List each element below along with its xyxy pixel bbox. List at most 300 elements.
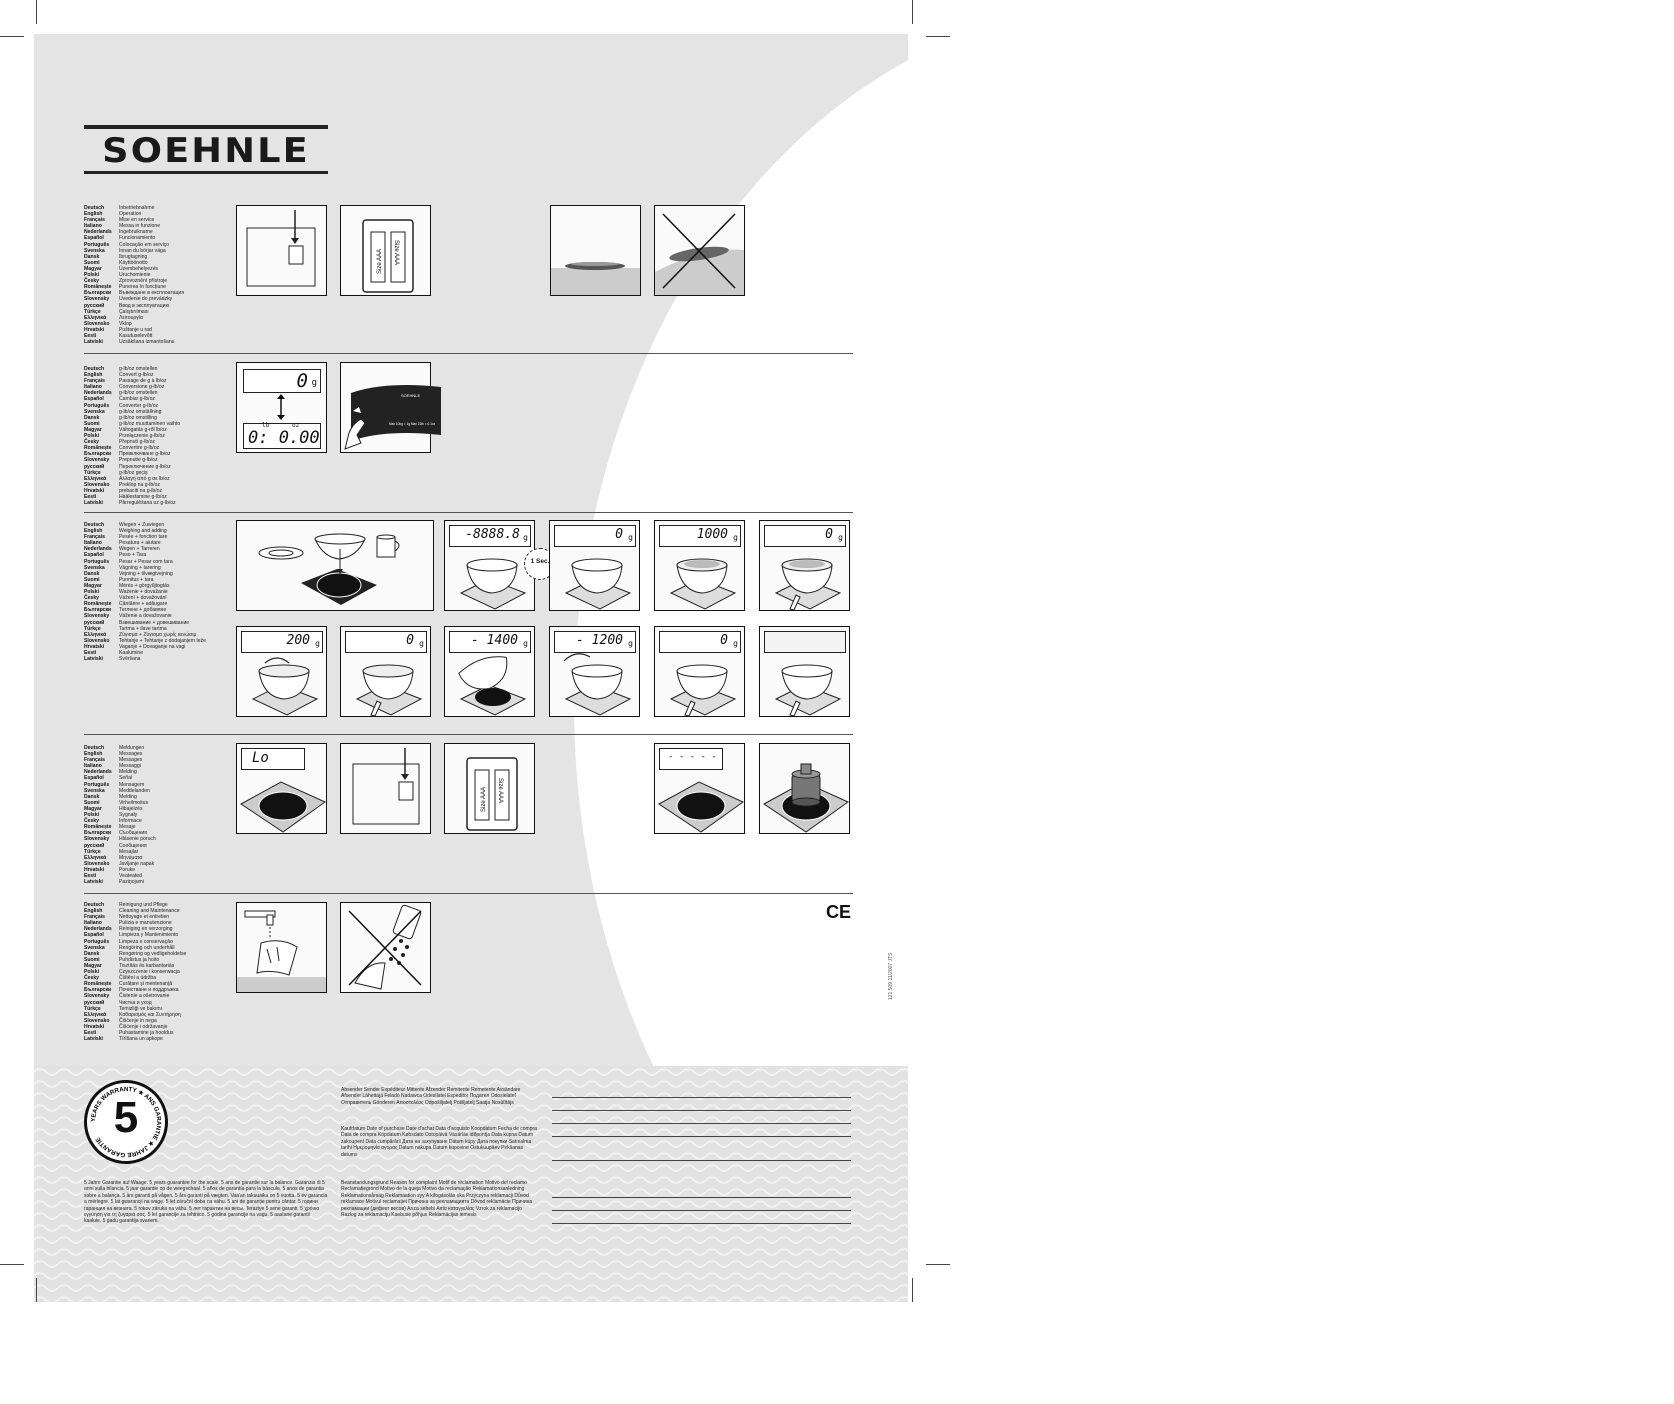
language-translation: Inbetriebnahme: [119, 205, 155, 211]
warranty-years: 5: [113, 1093, 139, 1142]
language-translation: Reiniging en verzorging: [119, 926, 173, 933]
lcd-unit: g: [523, 639, 528, 648]
language-name: Eesti: [84, 332, 97, 339]
panel-overload: [654, 743, 745, 834]
lcd-value: Lo: [252, 750, 269, 766]
language-name: Hrvatski: [84, 643, 105, 650]
language-translation: Ζύγισμα + Ζύγισμα χωρίς κενώσιμ: [119, 631, 197, 638]
language-name: Deutsch: [84, 522, 105, 528]
sender-label: Absender Sender Expéditeur Mittente Afzender Remitente Remetente Avsändare Afsender Lähettäjä Feladó Nadawca Odesílatel Expeditor Подател Odosielateľ Отправитель Gönderen Αποστολέας Odpošiljatelj Pošiljatelj Saatja Nosūtītājs: [341, 1087, 521, 1106]
language-name: Deutsch: [84, 366, 105, 372]
language-translation: Señal: [119, 775, 133, 782]
language-translation: Przełączenie g-lb/oz: [119, 433, 165, 440]
language-name: Românește: [84, 445, 112, 452]
purchase-date-label: Kaufdatum Date of purchase Date d'achat Data d'acquisto Koopdatum Fecha de compra Data de compra Köpdatum Købsdato Ostopäivä Vásárlás időpontja Data kupna Datum zakoupení Data cumpărării Дата на закупуване Dátum kúpy Дата покупки Satınalma tarihi Ημερομηνία αγοράς Datum nakupa Datum kupovine Ostukuupäev Pirkšanas datums: [341, 1126, 537, 1158]
filled-bowl-illustration: [655, 521, 744, 610]
language-name: русский: [84, 842, 105, 849]
language-name: Slovensko: [84, 860, 110, 867]
purchase-date-line[interactable]: [552, 1136, 851, 1137]
language-name: Česky: [84, 818, 100, 825]
panel-weighing-overview: [236, 520, 434, 611]
section-convert-langs: [84, 366, 180, 506]
language-translation: Punerea în funcțiune: [119, 284, 167, 291]
language-name: Français: [84, 217, 105, 224]
language-name: Nederlands: [84, 769, 112, 776]
language-name: Românește: [84, 284, 112, 291]
language-translation: Rengøring og vedligeholdelse: [119, 950, 187, 957]
panel-step-minus-1400: [444, 626, 535, 717]
language-translation: Pesatura + aiutare: [119, 540, 161, 547]
language-translation: Czyszczenie i konserwacja: [119, 969, 180, 976]
logo-text: SOEHNLE: [102, 131, 310, 171]
language-translation: Vejning + tilvægtvejning: [119, 570, 173, 577]
language-translation: Čišćenje i održavanje: [119, 1023, 168, 1030]
language-translation: Mensagem: [119, 781, 145, 788]
language-translation: Cântărire + adăugare: [119, 601, 168, 608]
language-translation: Meldungen: [119, 745, 145, 751]
language-name: English: [84, 908, 103, 915]
language-name: Eesti: [84, 493, 97, 500]
language-name: Eesti: [84, 1029, 97, 1036]
lcd-value: 0: [615, 527, 623, 542]
language-name: Polski: [84, 589, 100, 596]
svg-text:Size AAA: Size AAA: [481, 786, 487, 812]
language-translation: Uzsākšana izmantošanu: [119, 339, 175, 346]
crop-mark: [0, 1264, 24, 1265]
scale-front-illustration: [341, 363, 436, 452]
language-translation: Nettoyage et entretien: [119, 914, 170, 921]
language-translation: Messages: [119, 757, 143, 764]
language-name: English: [84, 372, 103, 379]
language-translation: Punnitus + tara: [119, 576, 154, 583]
language-name: русский: [84, 619, 105, 626]
scale-back-illustration: [237, 206, 326, 295]
language-name: Polski: [84, 969, 100, 976]
section-divider: [84, 353, 853, 354]
lcd-unit: g: [523, 533, 528, 542]
language-name: Italiano: [84, 384, 102, 391]
panel-step-off: [759, 626, 850, 717]
uneven-surface-illustration: [655, 206, 744, 295]
logo-bar-top: [84, 125, 328, 129]
language-name: Suomi: [84, 799, 100, 806]
panel-battery-replace: [444, 743, 535, 834]
language-translation: Mise en service: [119, 217, 155, 224]
language-name: Ελληνικά: [84, 854, 107, 861]
language-translation: Váltogatás g-ről lb/oz: [119, 426, 167, 433]
language-name: Slovensko: [84, 637, 110, 644]
lcd-unit: g: [733, 533, 738, 542]
language-translation: Vägning + tarering: [119, 564, 161, 571]
language-translation: Puhdistus ja hoito: [119, 956, 160, 963]
lb-label: lb: [262, 422, 270, 429]
language-translation: Innan du börjar väga: [119, 247, 166, 254]
language-translation: Temizliği ve bakımı: [119, 1005, 163, 1012]
language-name: Türkçe: [84, 848, 101, 855]
language-translation: Přepnutí g-lb/oz: [119, 439, 155, 446]
panel-uneven-surface: [654, 205, 745, 296]
language-name: Magyar: [84, 582, 102, 589]
language-name: Dansk: [84, 950, 100, 957]
language-name: Românește: [84, 981, 112, 988]
crop-mark: [0, 36, 24, 37]
language-translation: Čištění a údržba: [119, 975, 157, 982]
language-name: English: [84, 211, 103, 218]
language-name: Česky: [84, 278, 100, 285]
weight-on-scale-illustration: [760, 744, 849, 833]
language-translation: Wegen + Tarreren: [119, 546, 160, 553]
language-name: Italiano: [84, 540, 102, 547]
language-name: Dansk: [84, 414, 100, 421]
language-translation: Curățare și mentenanță: [119, 981, 173, 988]
complaint-label: Beanstandungsgrund Reason for complaint Motif de réclamation Motivo del reclamo Reclamatiegrond Motivo de la queja Motivo da reclamação Reklamationsanledning Reklamationsårsag Reklamaation syy A kifogásolás oka Przyczyna reklamacji Důvod reklamace Motivul reclamației Причина за рекламацията Dôvod reklamácie Причина рекламации (дефект весов) Arıza sebebi Αιτία καταγγελίας Vzrok za reklamacijo Razlog za reklamaciju Kaebuse põhjus Reklamācijas iemesls: [341, 1180, 533, 1219]
sender-line[interactable]: [552, 1123, 851, 1124]
lboz-value: 0: 0.00: [248, 428, 320, 448]
language-translation: Почистване и поддръжка: [119, 987, 179, 994]
language-translation: g-lb/oz omstellen: [119, 366, 158, 372]
language-translation: Καθαρισμός και Συντήρηση: [119, 1011, 181, 1018]
language-translation: Limpeza e conservação: [119, 938, 173, 945]
language-translation: Ingebruikname: [119, 229, 153, 236]
language-translation: Tīrīšana un apkope: [119, 1036, 163, 1043]
lcd-unit: g: [628, 533, 633, 542]
language-translation: Uruchomienie: [119, 272, 151, 279]
language-name: Suomi: [84, 956, 100, 963]
language-name: Ελληνικά: [84, 631, 107, 638]
panel-unit-convert: [236, 362, 327, 453]
language-name: Български: [84, 830, 112, 837]
lcd-value: 200: [286, 633, 310, 648]
language-translation: Сообщения: [119, 842, 147, 849]
panel-step-all-segments: [444, 520, 535, 611]
language-translation: Messaggi: [119, 763, 141, 770]
language-translation: Μηνύματα: [119, 854, 143, 861]
language-translation: Cambiar g-lb/oz: [119, 396, 155, 403]
language-translation: Переключение g-lb/oz: [119, 463, 171, 470]
language-row: [84, 1036, 186, 1042]
lcd-unit: g: [733, 639, 738, 648]
language-name: Hrvatski: [84, 1023, 105, 1030]
language-translation: Vaganje + Dovaganje na vagi: [119, 643, 186, 650]
lcd-value: - 1200: [576, 633, 623, 648]
language-name: Português: [84, 558, 110, 565]
language-name: English: [84, 751, 103, 758]
language-name: Magyar: [84, 962, 102, 969]
purchase-date-line[interactable]: [552, 1160, 851, 1161]
language-name: Türkçe: [84, 1005, 101, 1012]
language-translation: Αλλαγή από g σε lb/oz: [119, 475, 170, 482]
bowl-tare-illustration: [655, 627, 744, 716]
battery-compartment-illustration: [341, 206, 430, 295]
language-translation: Чистка и уход: [119, 999, 152, 1006]
logo-bar-bottom: [84, 171, 328, 174]
language-name: Latviski: [84, 1036, 103, 1043]
language-translation: Melding: [119, 769, 137, 776]
lcd-unit: g: [628, 639, 633, 648]
language-name: Magyar: [84, 805, 102, 812]
section-divider: [84, 893, 853, 894]
language-name: Slovensky: [84, 613, 110, 620]
language-translation: Sygnały: [119, 812, 138, 819]
language-name: Dansk: [84, 253, 100, 260]
flat-surface-illustration: [551, 206, 640, 295]
language-translation: Javljanje napak: [119, 860, 155, 867]
language-translation: Converter g-lb/oz: [119, 402, 159, 409]
language-translation: Peso + Tara: [119, 552, 147, 559]
language-name: Nederlands: [84, 390, 112, 397]
language-name: Deutsch: [84, 745, 105, 751]
scale-back-illustration: [341, 744, 430, 833]
language-name: English: [84, 528, 103, 535]
language-translation: g-lb/oz muuttaminen vaihto: [119, 420, 181, 427]
scale-top-illustration: [655, 744, 744, 833]
language-translation: Vklop: [119, 320, 132, 327]
section-divider: [84, 734, 853, 735]
lcd-value: - 1400: [471, 633, 518, 648]
language-name: Español: [84, 775, 104, 782]
language-translation: Informace: [119, 818, 142, 825]
language-translation: Colocação em serviço: [119, 241, 170, 248]
crop-mark: [36, 1278, 37, 1302]
language-name: Latviski: [84, 500, 103, 507]
language-name: Español: [84, 552, 104, 559]
crop-mark: [912, 0, 913, 24]
lcd-value: 0: [825, 527, 833, 542]
language-name: Italiano: [84, 223, 102, 230]
language-row: [84, 500, 180, 506]
svg-text:Size AAA: Size AAA: [497, 778, 503, 804]
language-translation: Tehtanje + Tehtanje z dodajanjem teže: [119, 637, 206, 644]
language-translation: g-lb/oz omställning: [119, 408, 162, 415]
language-name: Português: [84, 781, 110, 788]
language-name: Slovensky: [84, 457, 110, 464]
language-name: Português: [84, 241, 110, 248]
language-translation: Uvedenie do prevádzky: [119, 296, 173, 303]
language-translation: Pesar + Pesar com tara: [119, 558, 173, 565]
language-translation: Operation: [119, 211, 142, 218]
language-translation: Vážení + dovažování: [119, 595, 167, 602]
lcd-value: 0: [406, 633, 414, 648]
language-translation: Paziņojumi: [119, 879, 144, 886]
lcd-value: - - - - -: [668, 752, 717, 762]
language-name: Polski: [84, 433, 100, 440]
language-name: Slovensko: [84, 320, 110, 327]
panel-unit-button: [340, 362, 436, 453]
language-name: Español: [84, 235, 104, 242]
language-translation: g-lb/oz omstellen: [119, 390, 158, 397]
language-translation: Ważenie + dovažanie: [119, 589, 168, 596]
warranty-badge: [84, 1080, 168, 1164]
language-translation: Pesée + fonction tare: [119, 534, 168, 541]
language-name: Български: [84, 987, 112, 994]
section-divider: [84, 512, 853, 513]
language-translation: Messages: [119, 751, 143, 758]
language-name: Slovensky: [84, 296, 110, 303]
section-operation-langs: [84, 205, 184, 345]
language-translation: Üzembehelyezés: [119, 265, 159, 272]
bowl-on-scale-illustration: [445, 521, 534, 610]
language-name: Nederlands: [84, 926, 112, 933]
language-name: русский: [84, 302, 105, 309]
crop-mark: [926, 36, 950, 37]
document-code: 121 509 11/2007 JTS: [888, 952, 894, 1000]
language-translation: Ibrugtagning: [119, 253, 148, 260]
svg-text:YEARS WARRANTY ★ ANS GARANTIE: YEARS WARRANTY ★ ANS GARANTIE ★ JAHRE GARANTIE: [89, 1085, 163, 1159]
language-name: Ελληνικά: [84, 1011, 107, 1018]
language-name: Italiano: [84, 920, 102, 927]
language-translation: prebaciti na g-lb/oz: [119, 487, 163, 494]
language-name: Latviski: [84, 879, 103, 886]
crop-mark: [926, 1264, 950, 1265]
lcd-unit: g: [419, 639, 424, 648]
lcd-value: -8888.8: [465, 527, 520, 542]
language-translation: Svēršana: [119, 656, 141, 663]
sender-line[interactable]: [552, 1110, 851, 1111]
sender-line[interactable]: [552, 1097, 851, 1098]
language-translation: Cleaning and Maintenance: [119, 908, 180, 915]
panel-battery-door: [340, 743, 431, 834]
no-water-illustration: [341, 903, 430, 992]
panel-step-minus-1200: [549, 626, 640, 717]
language-translation: Pulizia e manutenzione: [119, 920, 172, 927]
language-name: Românește: [84, 601, 112, 608]
language-name: Français: [84, 757, 105, 764]
panel-step-200: [236, 626, 327, 717]
language-name: Hrvatski: [84, 326, 105, 333]
language-name: Magyar: [84, 265, 102, 272]
language-name: Česky: [84, 595, 100, 602]
panel-step-zero-2: [340, 626, 431, 717]
language-translation: Melding: [119, 793, 137, 800]
language-name: Français: [84, 534, 105, 541]
language-name: Eesti: [84, 872, 97, 879]
language-name: Svenska: [84, 944, 105, 951]
language-translation: g-lb/oz omstilling: [119, 414, 157, 421]
language-translation: Çalıştırılması: [119, 308, 149, 315]
language-translation: Prepnutie g-lb/oz: [119, 457, 158, 464]
timer-label: 1 Sec.: [530, 558, 550, 565]
scale-top-illustration: [237, 744, 326, 833]
battery-compartment-illustration: [445, 744, 534, 833]
lcd-value: 0: [296, 370, 308, 392]
language-translation: Conversione g-lb/oz: [119, 384, 165, 391]
svg-text:Size AAA: Size AAA: [377, 248, 383, 274]
language-translation: Čistenie a ošetrovanie: [119, 993, 170, 1000]
language-name: Slovensko: [84, 481, 110, 488]
language-name: Ελληνικά: [84, 314, 107, 321]
section-cleaning-langs: [84, 902, 186, 1042]
language-name: Ελληνικά: [84, 475, 107, 482]
language-translation: Messa in funzione: [119, 223, 161, 230]
lcd-value: 0: [720, 633, 728, 648]
language-translation: Въвеждане в експлоатация: [119, 290, 185, 297]
language-name: Deutsch: [84, 902, 105, 908]
language-name: Svenska: [84, 564, 105, 571]
section-messages-langs: [84, 745, 156, 885]
language-translation: Čiščenje in nega: [119, 1017, 157, 1024]
complaint-line[interactable]: [552, 1197, 851, 1198]
language-translation: Mérés + görgyűjtogtás: [119, 582, 170, 589]
complaint-line[interactable]: [552, 1210, 851, 1211]
language-row: [84, 339, 184, 345]
panel-wipe-clean: [236, 902, 327, 993]
panel-step-1000: [654, 520, 745, 611]
language-translation: Váženie a dovažovanie: [119, 613, 172, 620]
language-name: Slovensky: [84, 836, 110, 843]
section-weighing-langs: [84, 522, 206, 662]
filled-bowl-tare-illustration: [760, 521, 849, 610]
language-name: Türkçe: [84, 308, 101, 315]
language-translation: Convertire g-lb/oz: [119, 445, 160, 452]
language-translation: Käyttöönotto: [119, 259, 148, 266]
bowl-tare-illustration: [341, 627, 430, 716]
weighing-overview-illustration: [237, 521, 433, 610]
language-translation: Limpieza y Mantenimiento: [119, 932, 179, 939]
panel-step-tare: [759, 520, 850, 611]
lcd-unit: g: [315, 639, 320, 648]
warranty-text: 5 Jahre Garantie auf Waage. 5 years guarantee for the scale. 5 ans de garantie sur la balance. Garanzia di 5 anni sulla bilancia. 5 jaar garantie op de weegschaal. 5 años de garantía para la báscula. 5 anos de garantia sobre a balança. 5 års garanti på vågen. 5 års garanti på vægten. Vaa'an takuuaika on 5 vuotta. 5 év garancia a mérlegre. 5 lat gwarancji na wagę. 5 let záruční doba na váhu. 5 ani de garanție pentru cântar. 5 години гаранция на везната. 5 rokov záruka na váhu. 5 лет гарантии на весы. Teraziye 5 sene garanti. 5 χρόνια εγγύηση για τη ζυγαριά σας. 5 let garancije za tehtnico. 5 godina garancije na vagu. 5 aastane garantii kaalule. 5 gadu garantija svariem.: [84, 1180, 328, 1225]
language-name: Slovensko: [84, 1017, 110, 1024]
bowl-off-illustration: [760, 627, 849, 716]
language-translation: Kasutuselevõtt: [119, 332, 153, 339]
language-name: Български: [84, 290, 112, 297]
language-name: Български: [84, 451, 112, 458]
language-translation: Съобщения: [119, 830, 147, 837]
language-translation: Mesaje: [119, 824, 136, 831]
language-name: русский: [84, 999, 105, 1006]
language-name: Nederlands: [84, 229, 112, 236]
bowl-returned-illustration: [550, 627, 639, 716]
brand-logo: [84, 125, 328, 174]
panel-scale-back: [236, 205, 327, 296]
panel-no-immerse: [340, 902, 431, 993]
bowl-lifted-illustration: [445, 627, 534, 716]
bowl-on-scale-illustration: [550, 521, 639, 610]
adding-ingredient-illustration: [237, 627, 326, 716]
language-row: [84, 656, 206, 662]
language-name: Български: [84, 607, 112, 614]
lcd-lboz: [243, 423, 321, 449]
crop-mark: [912, 1278, 913, 1302]
complaint-line[interactable]: [552, 1223, 851, 1224]
panel-step-zero: [549, 520, 640, 611]
language-translation: Puštanje u rad: [119, 326, 152, 333]
panel-battery: [340, 205, 431, 296]
language-translation: Взвешивание + довешивание: [119, 619, 190, 626]
language-translation: g-lb/oz geçiş: [119, 469, 148, 476]
language-translation: Veateated: [119, 872, 142, 879]
language-name: Türkçe: [84, 469, 101, 476]
language-translation: Häälestamine g-lb/oz: [119, 493, 167, 500]
language-name: Magyar: [84, 426, 102, 433]
language-name: Türkçe: [84, 625, 101, 632]
language-name: Svenska: [84, 787, 105, 794]
language-translation: Poruke: [119, 866, 136, 873]
language-name: Românește: [84, 824, 112, 831]
language-name: Português: [84, 402, 110, 409]
svg-text:Size AAA: Size AAA: [393, 240, 399, 266]
language-translation: Zprovoznění přístroje: [119, 278, 168, 285]
language-name: Português: [84, 938, 110, 945]
language-name: Français: [84, 914, 105, 921]
language-translation: Passage de g à lb/oz: [119, 378, 167, 385]
language-name: Suomi: [84, 420, 100, 427]
language-translation: Tartma + ilave tartma: [119, 625, 167, 632]
panel-heavy-weight: [759, 743, 850, 834]
oz-label: oz: [292, 422, 300, 429]
language-translation: Preklop na g-lb/oz: [119, 481, 161, 488]
language-name: Latviski: [84, 339, 103, 346]
